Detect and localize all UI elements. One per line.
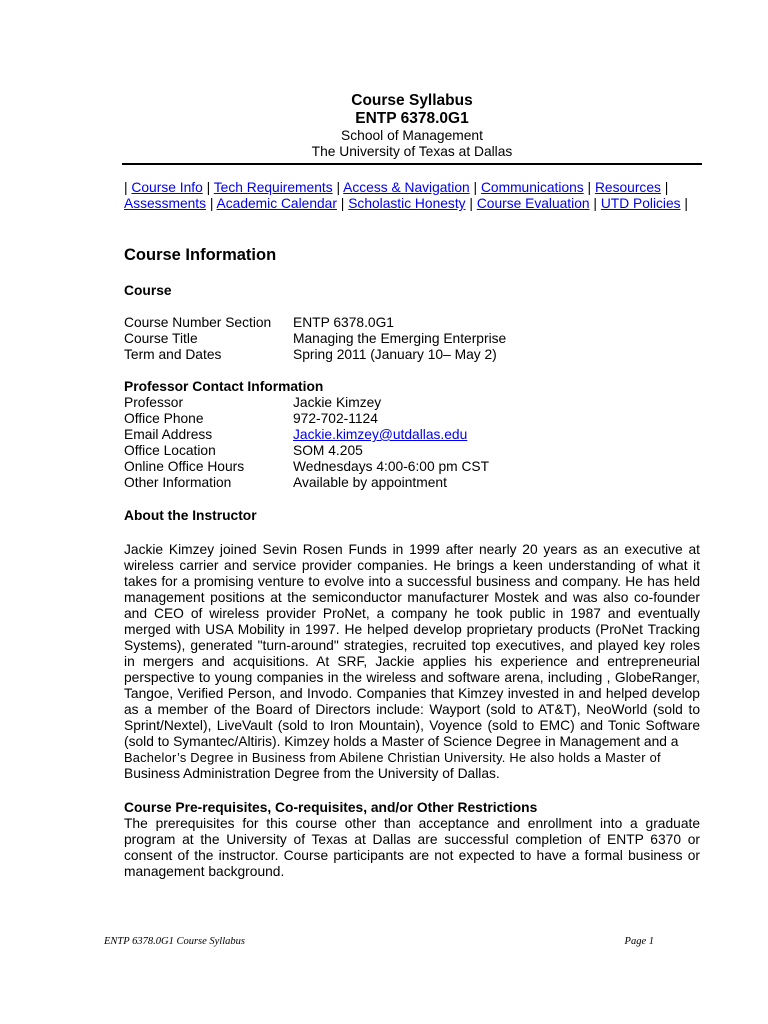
instructor-bio xyxy=(124,542,700,782)
contact-row xyxy=(124,443,700,459)
school-name: School of Management xyxy=(341,128,483,143)
footer-doc-name: ENTP 6378.0G1 Course Syllabus xyxy=(104,936,245,947)
contact-details xyxy=(124,395,700,491)
nav-link-access-navigation[interactable]: Access & Navigation xyxy=(343,180,470,195)
prereq-text: The prerequisites for this course other than acceptance and enrollment into a graduate program at the University of Texas at Dallas are successful completion of ENTP 6370 or consent of the instructor. Course participants are not expected to have a formal business or management background. xyxy=(124,816,700,879)
syllabus-header xyxy=(124,92,700,160)
doc-title: Course Syllabus xyxy=(351,92,473,109)
course-row xyxy=(124,347,700,363)
course-row-label: Term and Dates xyxy=(124,347,222,362)
nav-link-communications[interactable]: Communications xyxy=(480,180,584,195)
university-name: The University of Texas at Dallas xyxy=(311,144,513,159)
contact-row-value: SOM 4.205 xyxy=(293,443,363,458)
page-footer xyxy=(104,936,654,947)
contact-row-value: Wednesdays 4:00-6:00 pm CST xyxy=(293,459,490,474)
contact-row-label: Office Location xyxy=(124,443,216,458)
contact-row-value: 972-702-1124 xyxy=(293,411,378,426)
nav-link-academic-calendar[interactable]: Academic Calendar xyxy=(216,196,337,211)
course-row-value: Spring 2011 (January 10– May 2) xyxy=(293,347,497,362)
contact-row-label: Office Phone xyxy=(124,411,204,426)
course-code: ENTP 6378.0G1 xyxy=(355,110,469,127)
contact-row-label: Professor xyxy=(124,395,184,410)
course-row xyxy=(124,315,700,331)
nav-link-tech-requirements[interactable]: Tech Requirements xyxy=(213,180,333,195)
contact-row xyxy=(124,411,700,427)
instructor-bio-text: Jackie Kimzey joined Sevin Rosen Funds in 1999 after nearly 20 years as an executive at wireless carrier and service provider companies. He brings a keen understanding of what it takes for a promising venture to evolve into a successful business and company. He has held management positions at the semiconductor manufacturer Mostek and was also co-founder and CEO of wireless provider ProNet, a company he took public in 1987 and eventually merged with USA Mobility in 1997. He helped develop proprietary products (ProNet Tracking Systems), generated "turn-around" strategies, recruited top executives, and played key roles in mergers and acquisitions. At SRF, Jackie applies his experience and entrepreneurial perspective to young companies in the wireless and software arena, including , GlobeRanger, Tangoe, Verified Person, and Invodo. Companies that Kimzey invested in and helped develop as a member of the Board of Directors include: Wayport (sold to AT&T), NeoWorld (sold to Sprint/Nextel), LiveVault (sold to Iron Mountain), Voyence (sold to EMC) and Tonic Software (sold to Symantec/Altiris). Kimzey holds a Master of Science Degree in Management and a xyxy=(124,542,700,749)
course-row-value: Managing the Emerging Enterprise xyxy=(293,331,507,346)
course-information-heading: Course Information xyxy=(124,246,277,264)
nav-link-resources[interactable]: Resources xyxy=(594,180,661,195)
course-row-label: Course Title xyxy=(124,331,198,346)
instructor-bio-line: Bachelor’s Degree in Business from Abilene Christian University. He also holds a Master of xyxy=(124,750,661,765)
email-link[interactable]: Jackie.kimzey@utdallas.edu xyxy=(293,427,468,442)
course-row-value: ENTP 6378.0G1 xyxy=(293,315,394,330)
contact-heading: Professor Contact Information xyxy=(124,379,324,394)
contact-row-label: Other Information xyxy=(124,475,232,490)
instructor-bio-line: Business Administration Degree from the University of Dallas. xyxy=(124,766,500,781)
contact-row-value: Available by appointment xyxy=(293,475,447,490)
footer-page-number: Page 1 xyxy=(624,936,654,947)
nav-link-scholastic-honesty[interactable]: Scholastic Honesty xyxy=(348,196,466,211)
contact-row xyxy=(124,475,700,491)
contact-row-label: Online Office Hours xyxy=(124,459,245,474)
nav-link-course-evaluation[interactable]: Course Evaluation xyxy=(476,196,590,211)
nav-link-assessments[interactable]: Assessments xyxy=(124,196,207,211)
instructor-heading: About the Instructor xyxy=(124,508,257,523)
syllabus-page xyxy=(124,92,700,880)
nav-link-utd-policies[interactable]: UTD Policies xyxy=(600,196,681,211)
header-divider xyxy=(122,163,702,165)
contact-row xyxy=(124,395,700,411)
prereq-heading: Course Pre-requisites, Co-requisites, and/or Other Restrictions xyxy=(124,800,538,815)
nav-links: | Course Info | Tech Requirements | Access & Navigation | Communications | Resources | Assessments | Academic Calendar | Scholastic Honesty | Course Evaluation | UTD Policies | xyxy=(124,180,688,211)
course-row-label: Course Number Section xyxy=(124,315,272,330)
course-details xyxy=(124,315,700,363)
contact-row-value: Jackie Kimzey xyxy=(293,395,382,410)
nav-link-course-info[interactable]: Course Info xyxy=(131,180,203,195)
course-subheading: Course xyxy=(124,283,172,298)
course-row xyxy=(124,331,700,347)
contact-row-label: Email Address xyxy=(124,427,213,442)
contact-row xyxy=(124,427,700,443)
contact-row xyxy=(124,459,700,475)
